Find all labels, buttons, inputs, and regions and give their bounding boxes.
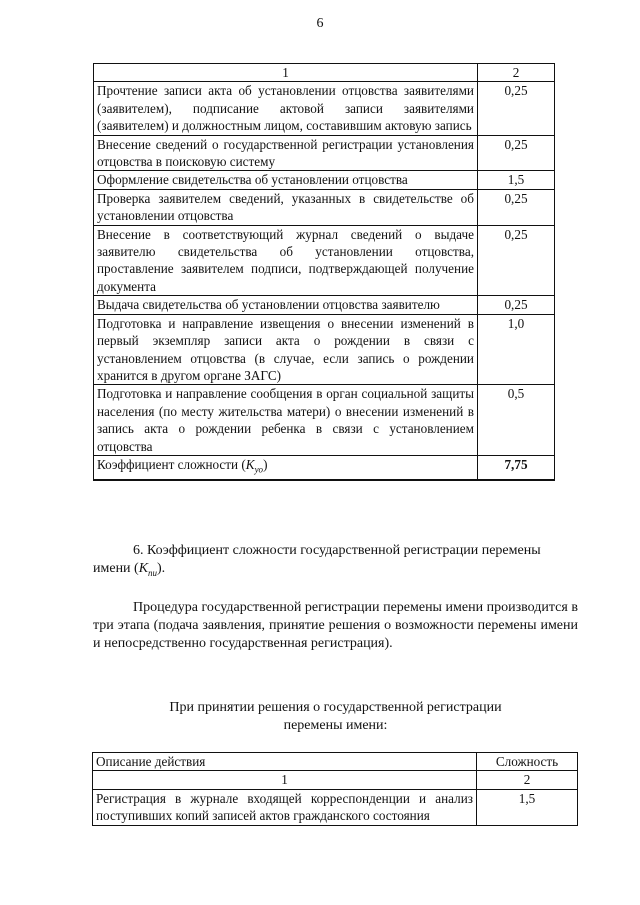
- table-row: [94, 171, 555, 189]
- total-label: [94, 455, 478, 480]
- subheading-line-2: перемены имени:: [283, 718, 388, 733]
- total-subscript: уо: [254, 464, 264, 475]
- coefficient-symbol: К: [138, 561, 149, 576]
- total-label-text: Коэффициент сложности (: [97, 456, 246, 472]
- table-row: [94, 135, 555, 171]
- action-description: Проверка заявителем сведений, указанных в свидетельстве об установлении отцовства: [94, 189, 478, 225]
- coefficient-subscript: пи: [148, 567, 158, 578]
- coefficient-table-paternity: [93, 63, 555, 481]
- section-6-heading-line2-text: имени (: [93, 561, 139, 576]
- table-row: [94, 82, 555, 135]
- subheading: [93, 699, 578, 735]
- table-row: [94, 385, 555, 456]
- action-description: Прочтение записи акта об установлении отцовства заявителями (заявителем), подписание актовой записи заявителями (заявителем) и должностным лицом, составившим актовую запись: [94, 82, 478, 135]
- action-description: Регистрация в журнале входящей корреспонденции и анализ поступивших копий записей актов гражданского состояния: [93, 789, 477, 825]
- action-description: Подготовка и направление извещения о внесении изменений в первый экземпляр записи акта о рождении в связи с установлением отцовства (в случае, если запись о рождении хранится в другом органе ЗАГС): [94, 314, 478, 385]
- action-description: Внесение сведений о государственной регистрации установления отцовства в поисковую систему: [94, 135, 478, 171]
- page-number: 6: [316, 16, 324, 31]
- action-description: Внесение в соответствующий журнал сведений о выдаче заявителю свидетельства об установлении отцовства, проставление заявителем подписи, подтверждающей получение документа: [94, 225, 478, 296]
- table-row: [94, 296, 555, 314]
- complexity-value: 1,5: [477, 789, 578, 825]
- section-6-heading-text: 6. Коэффициент сложности государственной регистрации перемены: [133, 543, 541, 558]
- table-row: [94, 189, 555, 225]
- column-number-2: 2: [478, 64, 555, 82]
- action-description: Подготовка и направление сообщения в орган социальной защиты населения (по месту жительства матери) о внесении изменений в запись акта о рождении ребенка в связи с установлением отцовства: [94, 385, 478, 456]
- coefficient-table-name-change: [92, 752, 578, 826]
- table-header-row: [94, 64, 555, 82]
- total-symbol: К: [245, 456, 255, 472]
- complexity-value: 1,0: [478, 314, 555, 385]
- table-number-row: [93, 771, 578, 789]
- column-header-complexity: Сложность: [477, 753, 578, 771]
- complexity-value: 0,25: [478, 189, 555, 225]
- complexity-value: 0,25: [478, 135, 555, 171]
- table-header-row: [93, 753, 578, 771]
- total-label-end: ): [263, 456, 268, 472]
- column-number-2: 2: [477, 771, 578, 789]
- table-row: [93, 789, 578, 825]
- section-6-heading: [93, 542, 578, 582]
- column-number-1: 1: [94, 64, 478, 82]
- total-row: [94, 455, 555, 480]
- section-6-heading-end: ).: [157, 561, 166, 576]
- section-6-heading-line2: [93, 560, 165, 582]
- column-header-description: Описание действия: [93, 753, 477, 771]
- complexity-value: 1,5: [478, 171, 555, 189]
- table-row: [94, 314, 555, 385]
- table-row: [94, 225, 555, 296]
- complexity-value: 0,25: [478, 296, 555, 314]
- complexity-value: 0,25: [478, 225, 555, 296]
- complexity-value: 0,5: [478, 385, 555, 456]
- action-description: Выдача свидетельства об установлении отцовства заявителю: [94, 296, 478, 314]
- complexity-value: 0,25: [478, 82, 555, 135]
- total-value: 7,75: [478, 455, 555, 480]
- action-description: Оформление свидетельства об установлении отцовства: [94, 171, 478, 189]
- procedure-paragraph: Процедура государственной регистрации перемены имени производится в три этапа (подача заявления, принятие решения о возможности перемены имени и непосредственно государственная регистрация).: [93, 600, 578, 651]
- subheading-line-1: При принятии решения о государственной регистрации: [169, 700, 502, 715]
- column-number-1: 1: [93, 771, 477, 789]
